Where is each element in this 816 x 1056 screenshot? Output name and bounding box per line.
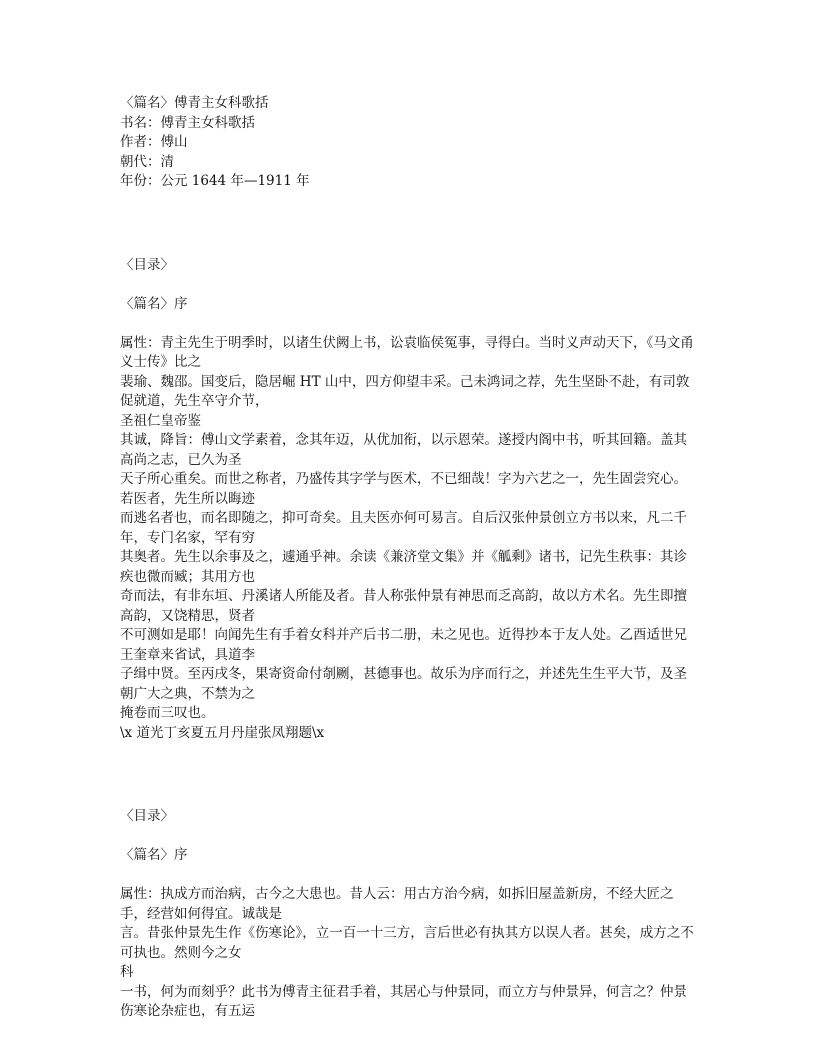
header-chapter-name: 〈篇名〉傅青主女科歌括 [120,95,269,111]
body-line: 奇而法，有非东垣、丹溪诸人所能及者。昔人称张仲景有神思而乏高韵，故以方术名。先生即擅高韵，又饶精思，贤者 [120,588,687,624]
book-header [120,94,700,192]
body-line: 天子所心重矣。而世之称者，乃盛传其字学与医术，不已细哉！字为六艺之一，先生固尝究心。若医者，先生所以晦迹 [120,471,687,507]
section-preface-1 [120,256,700,744]
body-line: 其诚，降旨：傅山文学素着，念其年迈，从优加衔，以示恩荣。遂授内阁中书，听其回籍。盖其高尚之志，已久为圣 [120,432,687,468]
header-years: 年份：公元 1644 年—1911 年 [120,173,310,189]
body-line: 圣祖仁皇帝鉴 [120,412,201,429]
section-body [120,885,700,1022]
body-line: 裴瑜、魏邵。国变后，隐居崛 HT 山中，四方仰望丰采。己未鸿词之荐，先生坚卧不赴，有司敦促就道，先生卒守介节， [120,373,690,409]
section-toc-label: 〈目录〉 [120,808,174,824]
section-chapter-name: 〈篇名〉序 [120,295,188,312]
section-body [120,334,700,744]
body-line: 一书，何为而刻乎？此书为傅青主征君手着，其居心与仲景同，而立方与仲景异，何言之？仲景伤寒论杂症也，有五运 [120,983,687,1019]
signature-line: \x 道光丁亥夏五月丹崖张凤翔题\x [120,724,325,741]
document-page [120,94,700,1022]
body-line: 属性：执成方而治病，古今之大患也。昔人云：用古方治今病，如拆旧屋盖新房，不经大匠之手，经营如何得宜。诚哉是 [120,886,674,922]
body-line: 不可测如是耶！向闻先生有手着女科并产后书二册，未之见也。近得抄本于友人处。乙酉适世兄王奎章来省试，具道李 [120,627,687,663]
section-chapter-name: 〈篇名〉序 [120,847,188,863]
header-author: 作者：傅山 [120,134,188,150]
section-toc-label: 〈目录〉 [120,256,174,273]
body-line: 掩卷而三叹也。 [120,705,215,721]
body-line: 科 [120,964,134,980]
body-line: 而逃名者也，而名即随之，抑可奇矣。且夫医亦何可易言。自后汉张仲景创立方书以来，凡二千年，专门名家，罕有穷 [120,510,687,546]
body-line: 子缉中贤。至丙戌冬，果寄资命付剞劂，甚德事也。故乐为序而行之，并述先生生平大节，及圣朝广大之典，不禁为之 [120,666,687,702]
header-book-name: 书名：傅青主女科歌括 [120,114,255,131]
section-preface-2 [120,807,700,1022]
body-line: 属性：青主先生于明季时，以诸生伏阙上书，讼袁临侯冤事，寻得白。当时义声动天下，《马文甬义士传》比之 [120,334,694,370]
body-line: 言。昔张仲景先生作《伤寒论》，立一百一十三方，言后世必有执其方以误人者。甚矣，成方之不可执也。然则今之女 [120,925,694,961]
header-dynasty: 朝代：清 [120,153,174,170]
body-line: 其奥者。先生以余事及之，遽通乎神。余读《兼济堂文集》并《觚剩》诸书，记先生秩事：其诊疾也微而臧；其用方也 [120,549,687,585]
